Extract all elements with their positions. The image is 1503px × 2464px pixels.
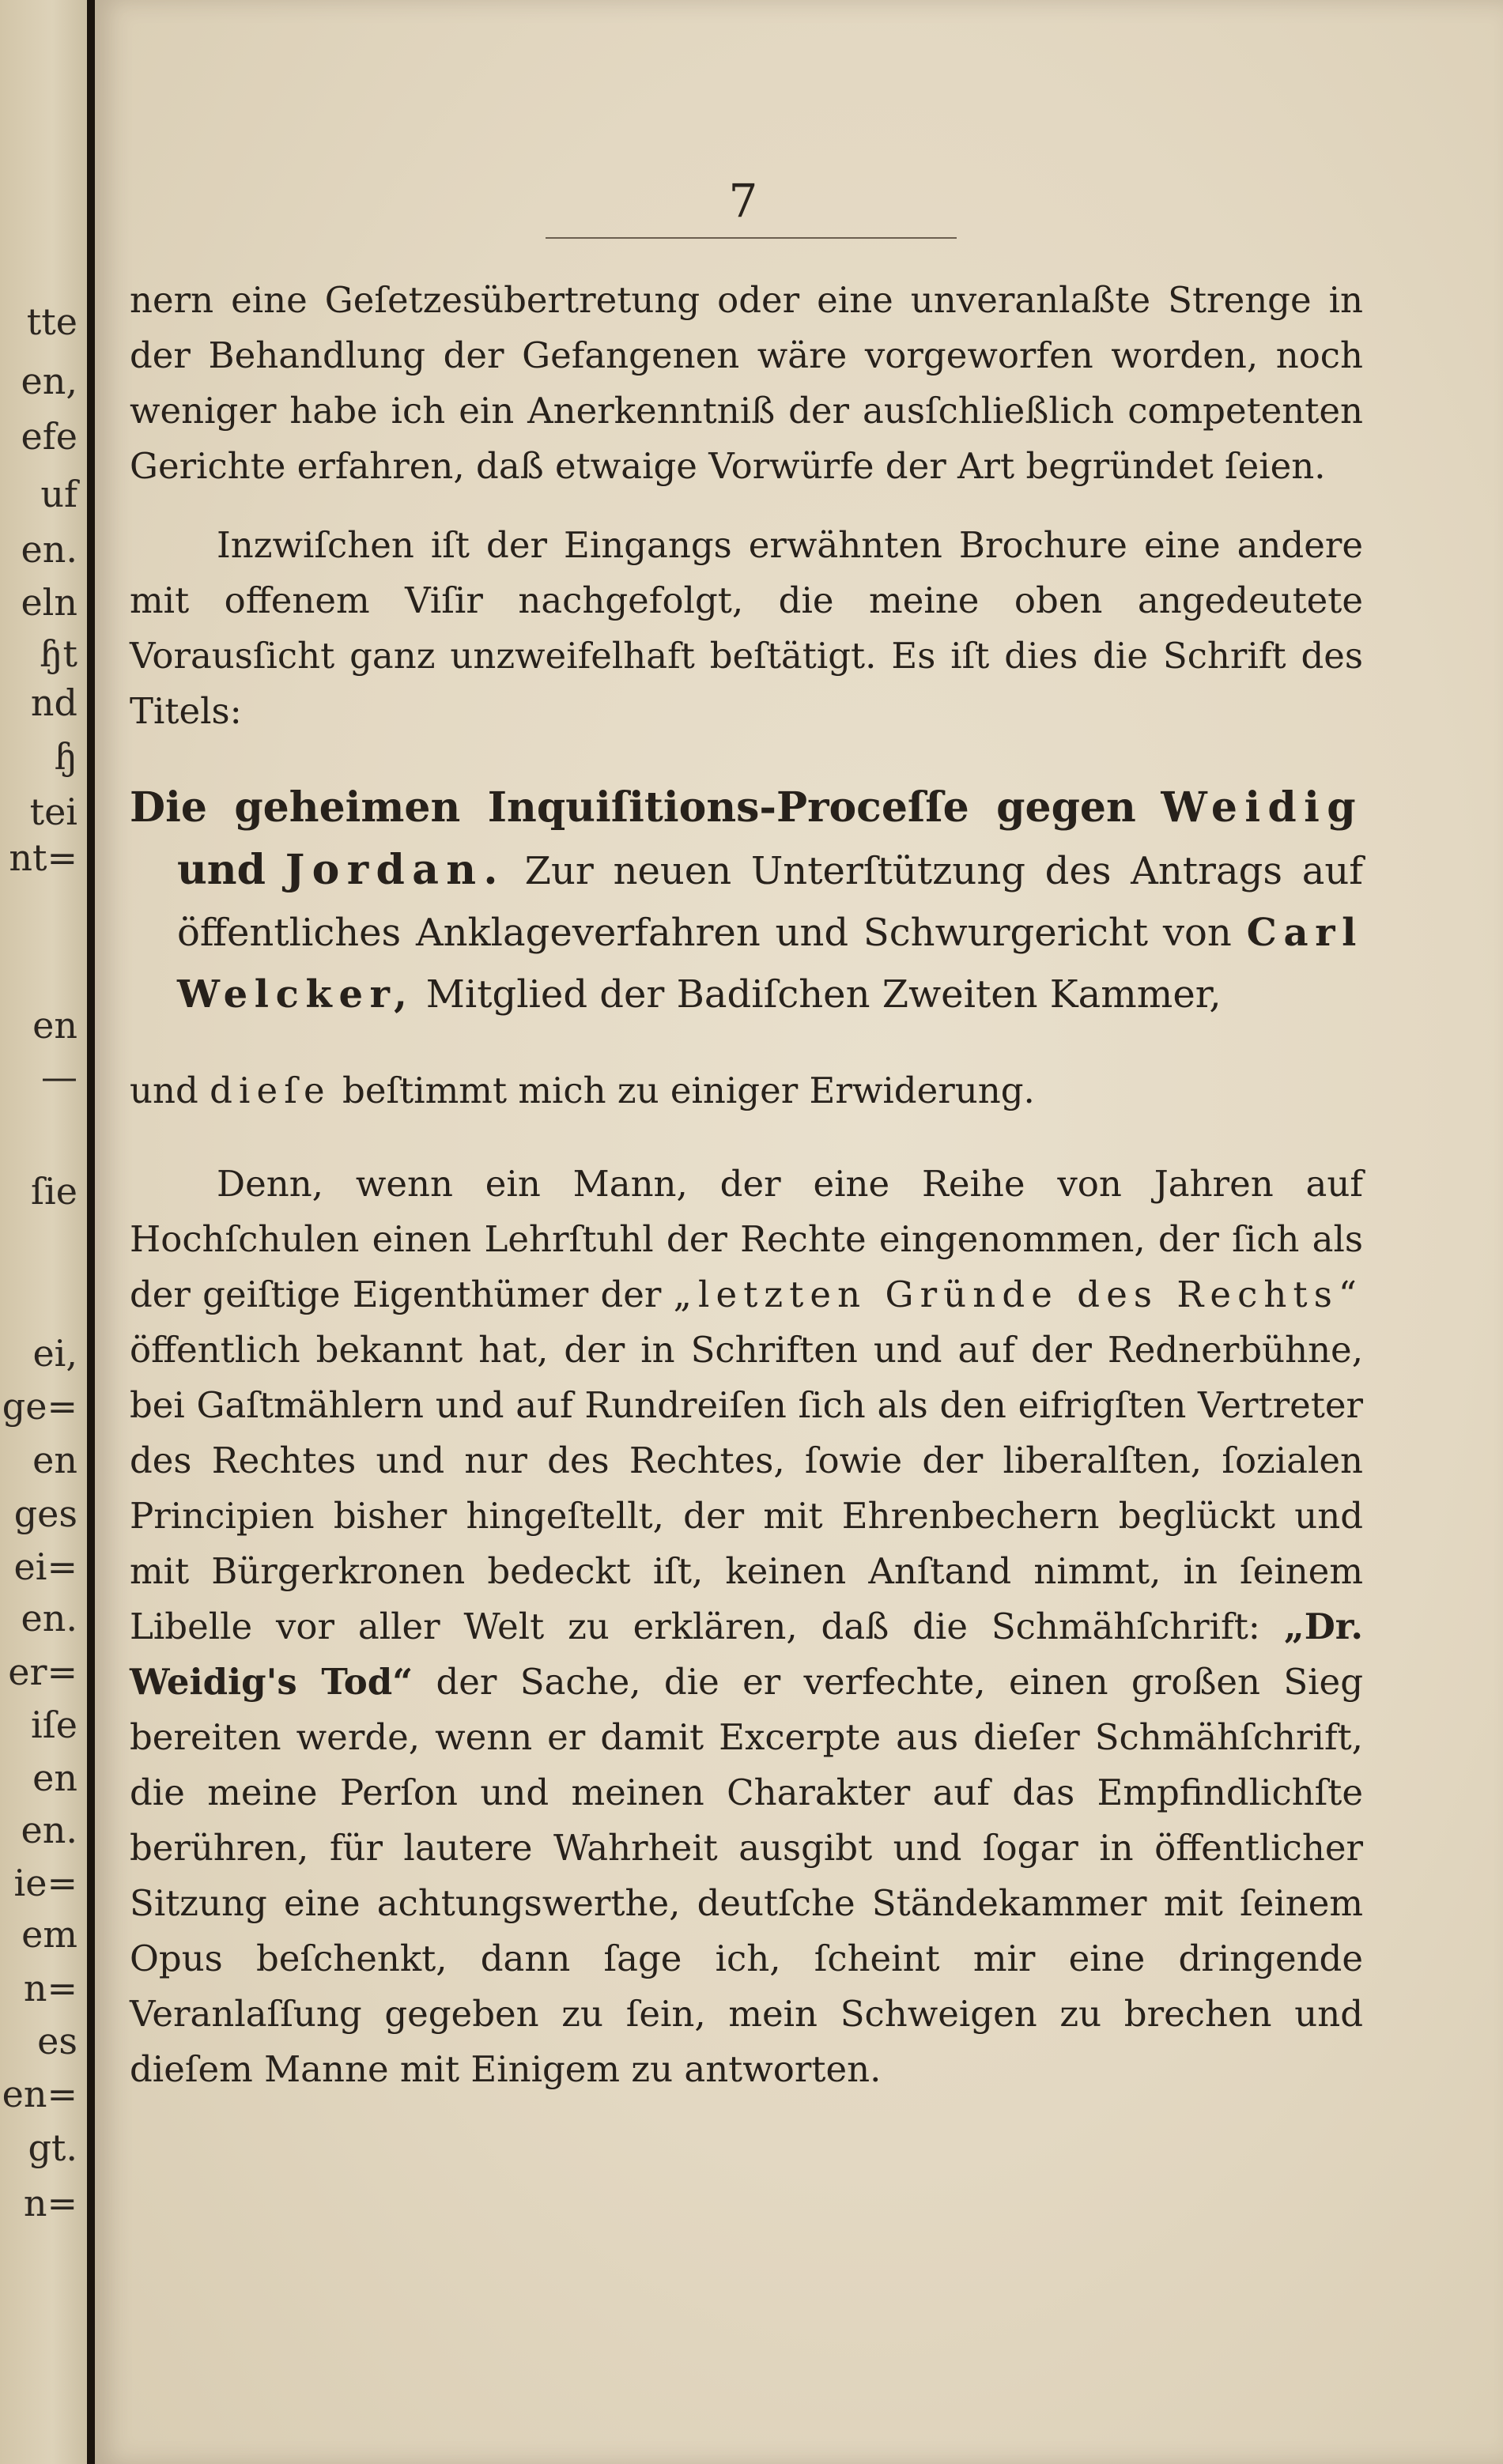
left-fragment: ges — [13, 1492, 77, 1535]
paragraph-intro-title: Inzwiſchen iſt der Eingangs erwähnten Brochure eine andere mit offenem Viſir nachgefolgt, die meine oben angedeutete Vorausſicht ganz unzweifelhaft beſtätigt. Es iſt dies die Schrift des Titels: — [130, 524, 1363, 732]
left-fragment: efe — [21, 415, 77, 458]
cited-title-subtitle: Zur neuen Unterſtützung des Antrags auf öffentliches Anklageverfahren und Schwurgericht von — [177, 849, 1363, 955]
paragraph-gap — [130, 1025, 1363, 1063]
left-fragment: ie= — [13, 1862, 77, 1904]
left-fragment: eln — [21, 581, 77, 624]
reply-pre: und — [130, 1070, 198, 1111]
cited-title-bold: Die geheimen Inquiſitions-Proceſſe gegen — [130, 783, 1136, 832]
reply-spaced: dieſe — [210, 1070, 331, 1111]
header-rule — [546, 237, 957, 239]
left-fragment: gt. — [28, 2126, 77, 2169]
left-fragment: en. — [21, 528, 77, 571]
left-fragment: en. — [21, 1597, 77, 1640]
paragraph-gap — [130, 1119, 1363, 1157]
left-fragment: es — [37, 2020, 77, 2062]
left-fragment: ſie — [31, 1170, 77, 1213]
left-fragment: n= — [23, 1967, 77, 2009]
main-text-b: öffentlich bekannt hat, der in Schriften und auf der Rednerbühne, bei Gaſtmählern und auf Rundreiſen ſich als den eifrigſten Vertreter des Rechtes und nur des Rechtes, ſowie der liberalſten, ſozialen Principien bisher hingeſtellt, der mit Ehrenbechern beglückt und mit Bürgerkronen bedeckt iſt, keinen Anſtand nimmt, in ſeinem Libelle vor aller Welt zu erklären, daß die Schmähſchrift: — [130, 1329, 1363, 1647]
cited-title-name-weidig: Weidig — [1161, 783, 1363, 832]
left-fragment: tte — [26, 300, 77, 343]
cited-title — [130, 777, 1363, 1025]
left-fragment: er= — [8, 1651, 77, 1693]
left-fragment: en — [32, 1004, 77, 1047]
page-number: 7 — [728, 174, 758, 228]
main-text-c: der Sache, die er verfechte, einen großen Sieg bereiten werde, wenn er damit Excerpte aus dieſer Schmähſchrift, die meine Perſon und meinen Charakter auf das Empfindlichſte berühren, für lautere Wahrheit ausgibt und ſogar in öffentlicher Sitzung eine achtungswerthe, deutſche Ständekammer mit ſeinem Opus beſchenkt, dann ſage ich, ſcheint mir eine dringende Veranlaſſung gegeben zu ſein, mein Schweigen zu brechen und dieſem Manne mit Einigem zu antworten. — [130, 1661, 1363, 2090]
left-fragment: en, — [21, 360, 77, 402]
paragraph-gap — [130, 494, 1363, 518]
left-fragment: — — [41, 1055, 77, 1098]
left-fragment: ɧt — [39, 632, 77, 675]
paragraph-reply — [130, 1063, 1363, 1119]
page-body — [130, 273, 1363, 2097]
left-fragment: nd — [30, 681, 77, 724]
left-fragment: n= — [23, 2182, 77, 2224]
left-fragment: em — [21, 1913, 77, 1956]
paragraph-continuation: nern eine Geſetzesübertretung oder eine unveranlaßte Strenge in der Behandlung der Gefangenen wäre vorgeworfen worden, noch weniger habe ich ein Anerkenntniß der ausſchließlich competenten Gerichte erfahren, daß etwaige Vorwürfe der Art begründet ſeien. — [130, 279, 1363, 487]
paragraph-main — [130, 1157, 1363, 2097]
cited-title-name-jordan: Jordan. — [285, 846, 505, 894]
left-fragment: ge= — [2, 1385, 77, 1428]
left-fragment: uf — [40, 473, 77, 515]
main-quote-spaced: „letzten Gründe des Rechts“ — [673, 1274, 1363, 1315]
left-fragment: iſe — [31, 1704, 77, 1746]
left-fragment: tei — [29, 791, 77, 833]
paragraph-gap — [130, 739, 1363, 777]
cited-title-author: Carl Welcker, — [177, 911, 1363, 1017]
left-fragment: ei, — [32, 1332, 77, 1375]
left-fragment: ei= — [13, 1545, 77, 1588]
cited-title-author-role: Mitglied der Badiſchen Zweiten Kammer, — [425, 972, 1222, 1017]
left-page-edge — [0, 0, 87, 2464]
left-fragment: en — [32, 1439, 77, 1481]
cited-title-und: und — [177, 846, 266, 894]
left-fragment: en — [32, 1756, 77, 1799]
left-fragment: nt= — [9, 836, 77, 879]
reply-post: beſtimmt mich zu einiger Erwiderung. — [342, 1070, 1035, 1111]
book-gutter — [87, 0, 95, 2464]
main-quote-bold: „Dr. Weidig's Tod“ — [130, 1606, 1363, 1703]
left-fragment: ɧ — [54, 735, 77, 778]
book-page — [95, 0, 1503, 2464]
main-text-a: Denn, wenn ein Mann, der eine Reihe von Jahren auf Hochſchulen einen Lehrſtuhl der Rechte eingenommen, der ſich als der geiſtige Eigenthümer der — [130, 1163, 1363, 1315]
left-fragment: en. — [21, 1809, 77, 1851]
left-fragment: en= — [2, 2073, 77, 2115]
